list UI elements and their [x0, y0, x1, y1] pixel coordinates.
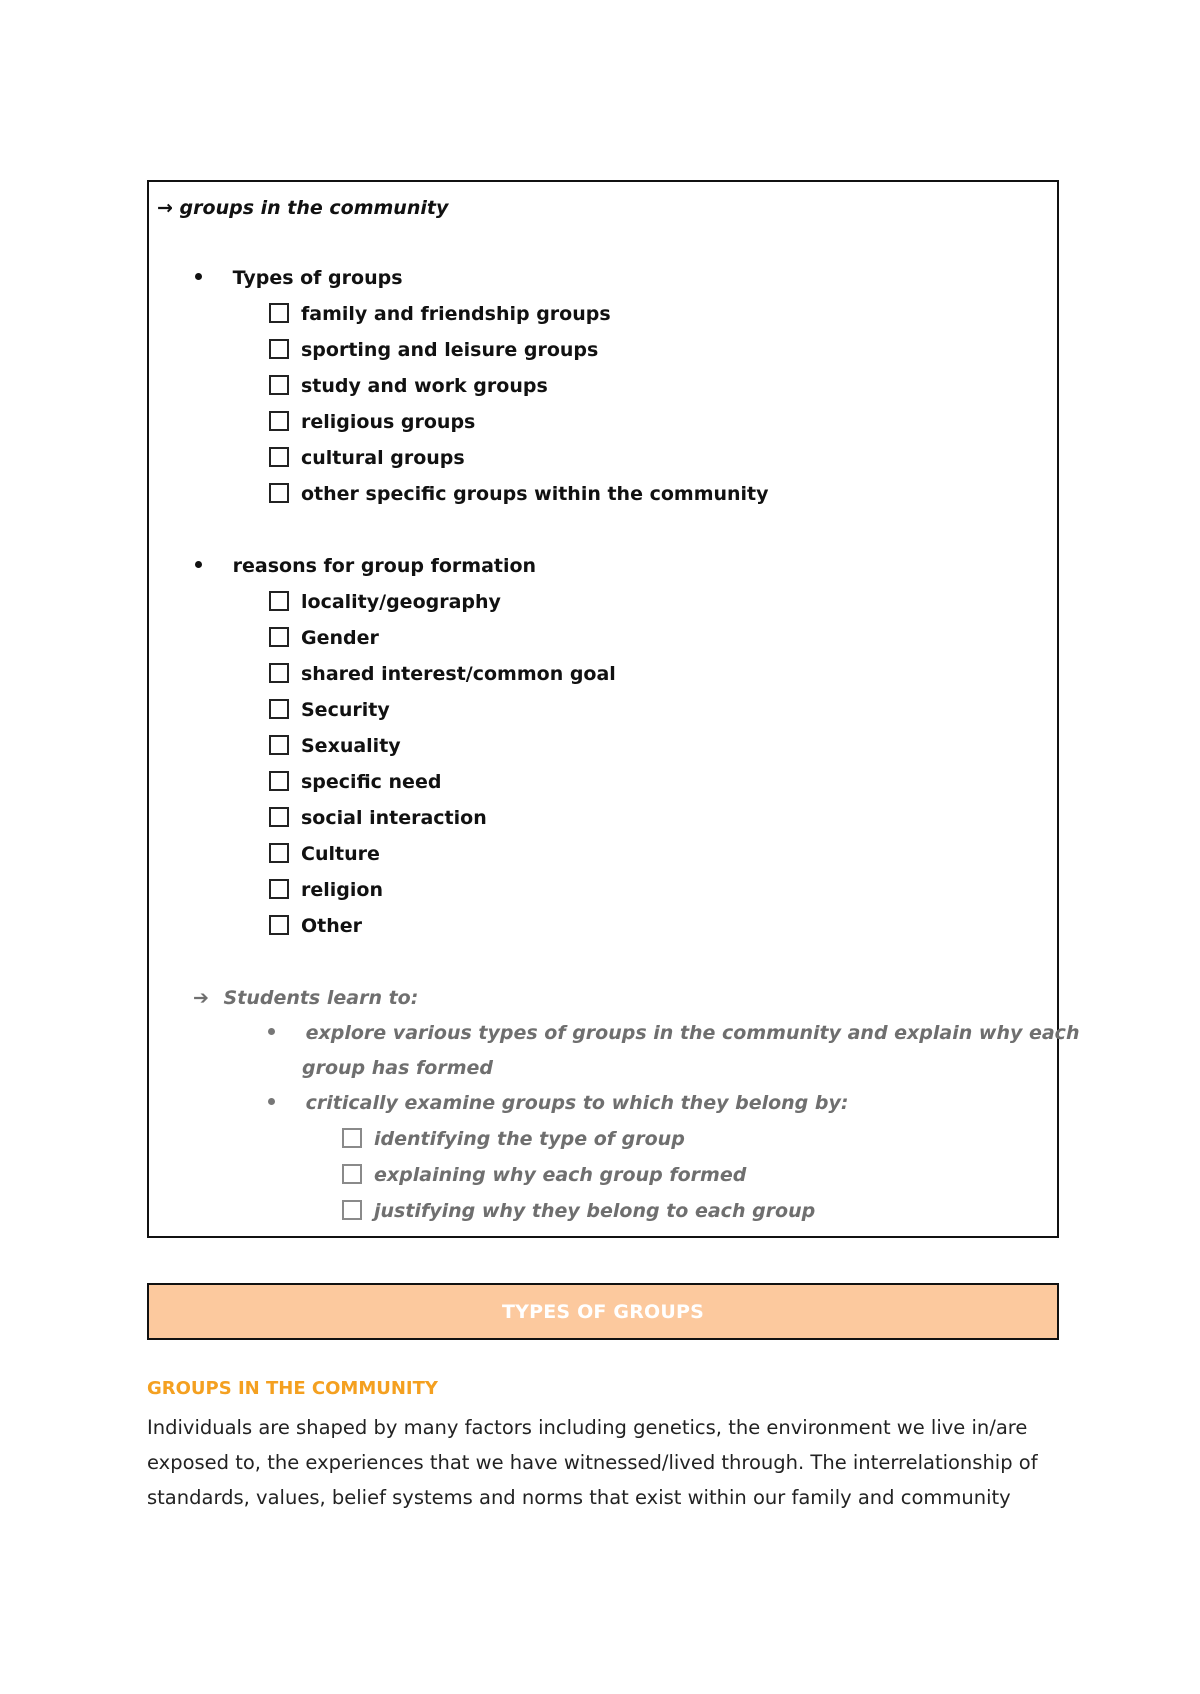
checkbox-icon[interactable] — [269, 483, 289, 503]
checklist-item — [269, 302, 611, 326]
checkbox-icon[interactable] — [269, 339, 289, 359]
arrow-icon: → — [157, 197, 173, 219]
sub-checklist-item-label: justifying why they belong to each group — [374, 1200, 816, 1222]
checklist-item-label: family and friendship groups — [301, 303, 611, 325]
checkbox-icon[interactable] — [342, 1200, 362, 1220]
arrow-right-icon: ➔ — [193, 987, 209, 1009]
bullet-icon — [268, 1098, 275, 1105]
checklist-item-label: Other — [301, 915, 363, 937]
checklist-item — [269, 662, 616, 686]
checklist-item — [269, 914, 362, 938]
checkbox-icon[interactable] — [269, 771, 289, 791]
checklist-item-label: study and work groups — [301, 375, 548, 397]
bullet-icon — [195, 561, 202, 568]
checkbox-icon[interactable] — [269, 843, 289, 863]
checklist-item — [269, 698, 390, 722]
bullet-icon — [195, 273, 202, 280]
checklist-item — [269, 482, 769, 506]
checklist-item — [269, 806, 487, 830]
checkbox-icon[interactable] — [269, 735, 289, 755]
checklist-item-label: shared interest/common goal — [301, 663, 616, 685]
sub-checklist-item — [342, 1199, 815, 1223]
checklist-item-label: sporting and leisure groups — [301, 339, 599, 361]
checklist-item — [269, 446, 465, 470]
reasons-label: reasons for group formation — [232, 555, 537, 577]
paragraph-line: standards, values, belief systems and norms that exist within our family and community — [147, 1486, 1011, 1509]
students-learn-heading — [193, 986, 418, 1010]
sub-checklist-item-label: explaining why each group formed — [374, 1164, 747, 1186]
checklist-item-label: religion — [301, 879, 383, 901]
checklist-item — [269, 878, 383, 902]
checklist-item-label: cultural groups — [301, 447, 465, 469]
sub-checklist-item-label: identifying the type of group — [374, 1128, 685, 1150]
checklist-item-label: social interaction — [301, 807, 487, 829]
checklist-item-label: Sexuality — [301, 735, 401, 757]
types-of-groups-header — [147, 1283, 1059, 1340]
checklist-item — [269, 626, 379, 650]
checklist-item-label: Culture — [301, 843, 380, 865]
checklist-item — [269, 770, 441, 794]
outcome-bullet-item — [268, 1021, 1079, 1045]
types-bullet-item — [195, 266, 403, 290]
checklist-item — [269, 374, 548, 398]
checklist-item — [269, 590, 501, 614]
checkbox-icon[interactable] — [269, 879, 289, 899]
checkbox-icon[interactable] — [269, 663, 289, 683]
checklist-item-label: Security — [301, 699, 390, 721]
checklist-item — [269, 734, 401, 758]
checkbox-icon[interactable] — [269, 915, 289, 935]
sub-checklist-item — [342, 1163, 746, 1187]
checkbox-icon[interactable] — [342, 1128, 362, 1148]
body-paragraph — [147, 1410, 1062, 1515]
section-title: GROUPS IN THE COMMUNITY — [147, 1378, 438, 1399]
paragraph-line: exposed to, the experiences that we have witnessed/lived through. The interrelationship of — [147, 1451, 1038, 1474]
bullet-icon — [268, 1028, 275, 1035]
outcome-continuation — [302, 1056, 493, 1080]
reasons-bullet-item — [195, 554, 536, 578]
box-heading-text: groups in the community — [179, 197, 449, 219]
header-title: TYPES OF GROUPS — [501, 1300, 705, 1323]
checklist-item-label: specific need — [301, 771, 442, 793]
outcome-text: critically examine groups to which they belong by: — [305, 1092, 849, 1114]
checkbox-icon[interactable] — [269, 699, 289, 719]
checklist-item-label: religious groups — [301, 411, 476, 433]
checklist-item-label: locality/geography — [301, 591, 501, 613]
checklist-item-label: other specific groups within the community — [301, 483, 769, 505]
outcome-bullet-item — [268, 1091, 848, 1115]
checkbox-icon[interactable] — [269, 591, 289, 611]
sub-checklist-item — [342, 1127, 685, 1151]
checkbox-icon[interactable] — [269, 303, 289, 323]
checkbox-icon[interactable] — [269, 447, 289, 467]
checkbox-icon[interactable] — [269, 627, 289, 647]
checkbox-icon[interactable] — [342, 1164, 362, 1184]
checklist-item-label: Gender — [301, 627, 379, 649]
outcome-text: explore various types of groups in the community and explain why each — [305, 1022, 1080, 1044]
checkbox-icon[interactable] — [269, 411, 289, 431]
checkbox-icon[interactable] — [269, 807, 289, 827]
checklist-item — [269, 410, 475, 434]
outcome-text: group has formed — [302, 1057, 494, 1079]
checkbox-icon[interactable] — [269, 375, 289, 395]
students-learn-label: Students learn to: — [223, 987, 419, 1009]
checklist-item — [269, 338, 598, 362]
types-label: Types of groups — [232, 267, 403, 289]
paragraph-line: Individuals are shaped by many factors including genetics, the environment we live in/are — [147, 1416, 1028, 1439]
checklist-item — [269, 842, 380, 866]
box-heading — [157, 196, 448, 220]
